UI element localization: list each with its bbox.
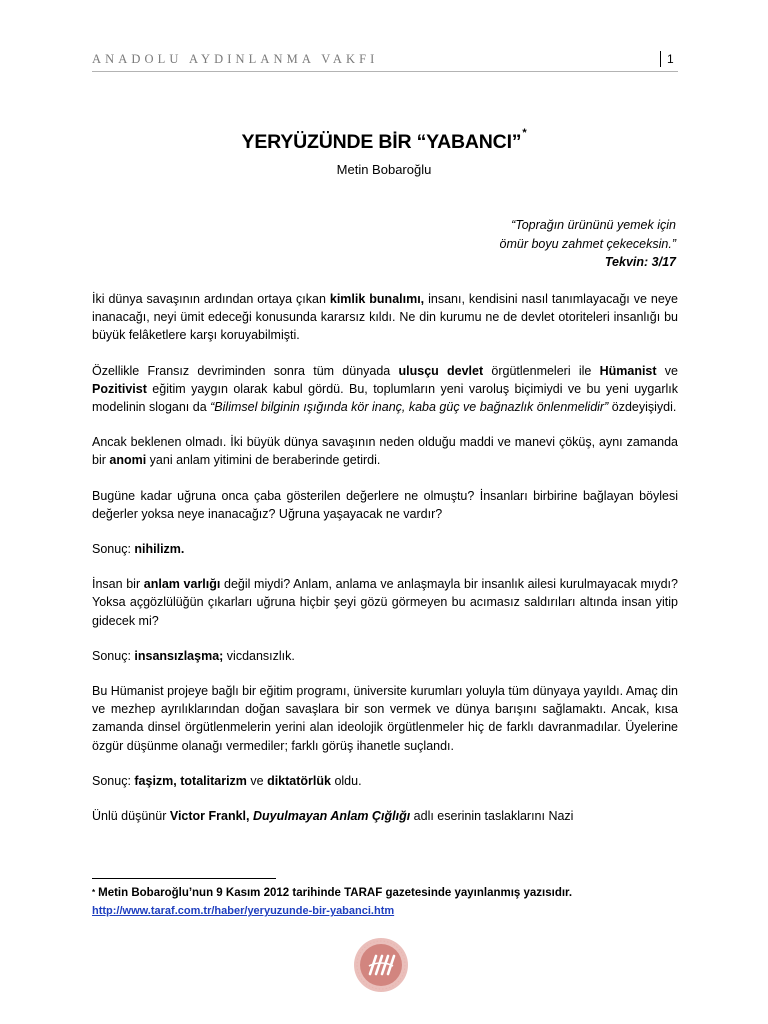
paragraph-7: Sonuç: insansızlaşma; vicdansızlık. [92,648,295,663]
title-text: YERYÜZÜNDE BİR “YABANCI” [241,131,522,153]
header-org-name: ANADOLU AYDINLANMA VAKFI [92,52,379,66]
foundation-seal-icon [352,936,410,994]
footnote-text-line [92,884,572,902]
footnote-mark: * [92,888,96,897]
epigraph-source: Tekvin: 3/17 [604,255,676,269]
epigraph-line-1: “Toprağın ürününü yemek için [511,218,676,232]
article-body [92,290,678,842]
author-name: Metin Bobaroğlu [336,162,432,177]
paragraph-8: Bu Hümanist projeye bağlı bir eğitim programı, üniversite kurumları yoluyla tüm dünyaya yayıldı. Amaç din ve mezhep ayrılıklarından doğan savaşlara bir son vermek ve dünya barışını sağlamaktı. Ancak, kısa zamanda dinsel örgütlenmelerin yerini alan ideolojik örgütlenmeler hiç de farklı davranmadılar. Üyelerine özgür düşünme olanağı vermediler; farklı görüş ihanetle suçlandı. [92,684,678,753]
epigraph [500,216,676,272]
page-number: 1 [667,52,674,66]
footnote-rule [92,878,276,879]
paragraph-10: Ünlü düşünür Victor Frankl, Duyulmayan Anlam Çığlığı adlı eserinin taslaklarını Nazi [92,809,574,824]
page-title [0,127,768,154]
header-rule [92,71,678,72]
header-separator [660,51,661,67]
footnote-link[interactable]: http://www.taraf.com.tr/haber/yeryuzunde-bir-yabanci.htm [92,905,395,917]
footnote-text: Metin Bobaroğlu’nun 9 Kasım 2012 tarihinde TARAF gazetesinde yayınlanmış yazısıdır. [98,887,573,899]
paragraph-2: Özellikle Fransız devriminden sonra tüm dünyada ulusçu devlet örgütlenmeleri ile Hümanist ve Pozitivist eğitim yaygın olarak kabul gördü. Bu, toplumların yeni varoluş biçimiydi ve bu yeni uygarlık modelinin sloganı da “Bilimsel bilginin ışığında kör inanç, kaba güç ve bağnazlık önlenmelidir” özdeyişiydi. [92,363,678,415]
paragraph-6: İnsan bir anlam varlığı değil miydi? Anlam, anlama ve anlaşmayla bir insanlık ailesi kurulmayacak mıydı? Yoksa açgözlülüğün çıkarları uğruna hiçbir şeyi gözü görmeyen bu acımasız saldırıları altında insan yitip gidecek mi? [92,577,678,628]
page-header [92,52,678,74]
paragraph-4: Bugüne kadar uğruna onca çaba gösterilen değerlere ne olmuştu? İnsanları birbirine bağlayan böylesi değerler yoksa neye inanacağız? Uğruna yaşayacak ne vardır? [92,488,678,521]
footnote [92,884,572,920]
paragraph-9: Sonuç: faşizm, totalitarizm ve diktatörlük oldu. [92,773,362,788]
paragraph-3: Ancak beklenen olmadı. İki büyük dünya savaşının neden olduğu maddi ve manevi çöküş, aynı zamanda bir anomi yani anlam yitimini de beraberinde getirdi. [92,435,678,468]
paragraph-1: İki dünya savaşının ardından ortaya çıkan kimlik bunalımı, insanı, kendisini nasıl tanımlayacağı ve neye inanacağı, neyi ümit edeceği konusunda kararsız kıldı. Ne din kurumu ne de devlet otoriteleri insanlığı bu büyük felâketlere karşı koruyabilmişti. [92,292,678,343]
epigraph-line-2: ömür boyu zahmet çekeceksin.” [499,236,676,251]
title-footnote-mark[interactable]: * [522,127,527,139]
logo-seal-svg [352,936,410,994]
paragraph-5: Sonuç: nihilizm. [92,542,185,557]
